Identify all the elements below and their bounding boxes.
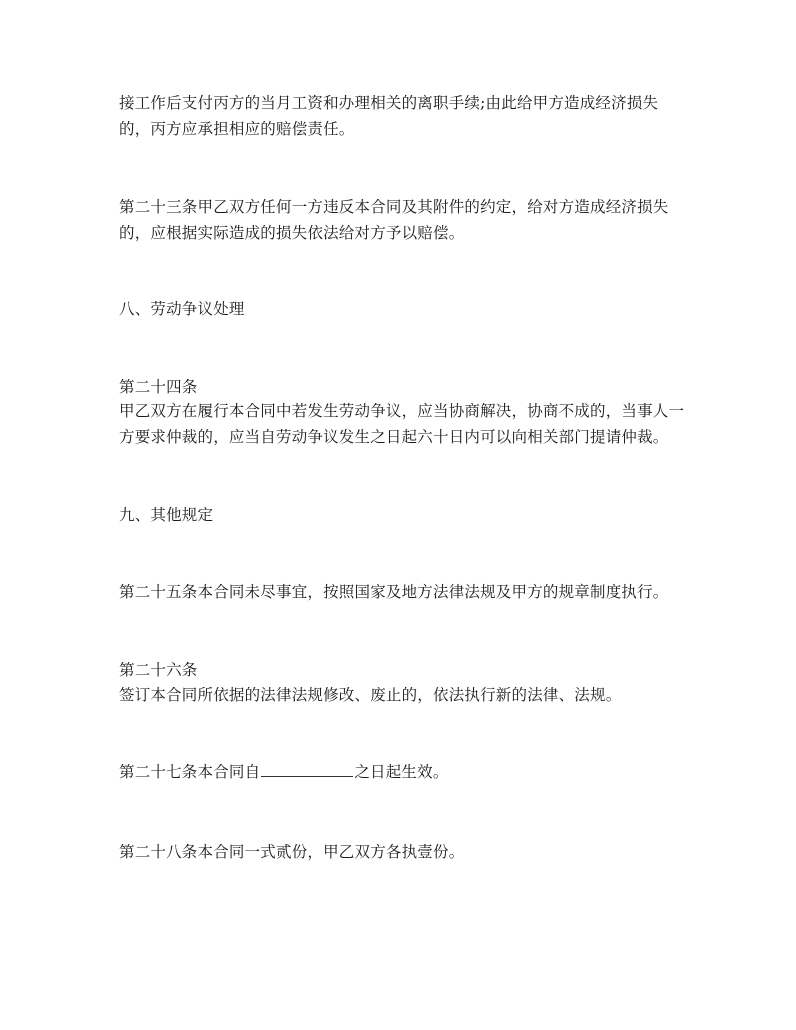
article-27-prefix: 第二十七条本合同自 <box>119 763 261 781</box>
section-heading-9: 九、其他规定 <box>119 506 214 524</box>
paragraph-line: 接工作后支付丙方的当月工资和办理相关的离职手续;由此给甲方造成经济损失 <box>119 94 659 112</box>
section-heading-8: 八、劳动争议处理 <box>119 300 245 318</box>
article-27 <box>119 762 449 782</box>
article-28: 第二十八条本合同一式贰份，甲乙双方各执壹份。 <box>119 843 465 861</box>
article-27-suffix: 之日起生效。 <box>354 763 449 781</box>
article-26-body: 签订本合同所依据的法律法规修改、废止的，依法执行新的法律、法规。 <box>119 686 622 704</box>
paragraph-line: 的，丙方应承担相应的赔偿责任。 <box>119 120 355 138</box>
article-24-line: 方要求仲裁的，应当自劳动争议发生之日起六十日内可以向相关部门提请仲裁。 <box>119 428 669 446</box>
article-26-title: 第二十六条 <box>119 661 198 679</box>
article-24-line: 甲乙双方在履行本合同中若发生劳动争议，应当协商解决，协商不成的，当事人一 <box>119 402 685 420</box>
article-24-title: 第二十四条 <box>119 378 198 396</box>
date-blank-line <box>261 762 353 777</box>
article-23-line: 的，应根据实际造成的损失依法给对方予以赔偿。 <box>119 224 465 242</box>
article-23-line: 第二十三条甲乙双方任何一方违反本合同及其附件的约定，给对方造成经济损失 <box>119 198 669 216</box>
article-25: 第二十五条本合同未尽事宜，按照国家及地方法律法规及甲方的规章制度执行。 <box>119 583 669 601</box>
